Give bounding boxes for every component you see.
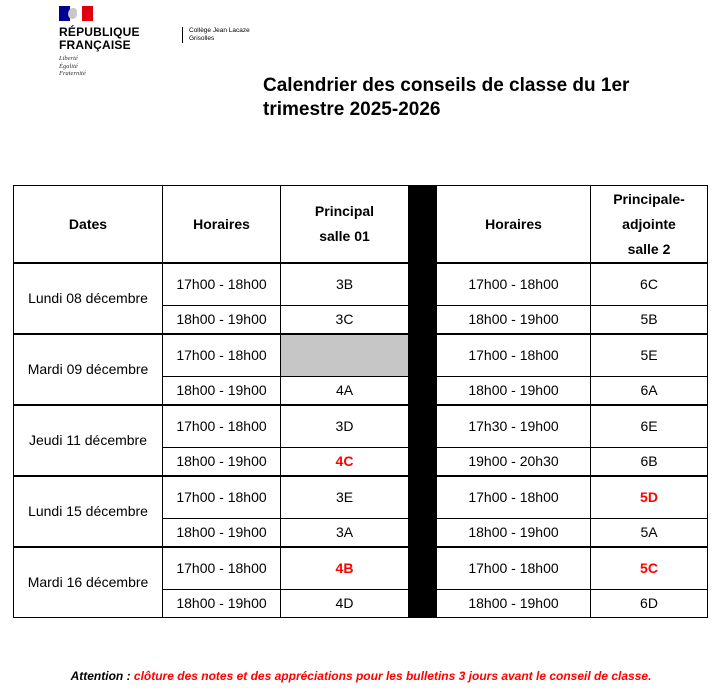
date-cell: Lundi 15 décembre [14,476,163,547]
time-cell: 17h30 - 19h00 [437,405,591,448]
time-cell: 18h00 - 19h00 [437,377,591,406]
time-cell: 18h00 - 19h00 [163,448,281,477]
class-cell: 5B [591,306,708,335]
empty-class-cell [281,334,409,377]
column-separator [409,334,437,405]
column-separator [409,547,437,618]
time-cell: 17h00 - 18h00 [163,334,281,377]
column-separator [409,186,437,264]
attention-text: clôture des notes et des appréciations pour les bulletins 3 jours avant le conseil de classe. [130,669,652,683]
time-cell: 17h00 - 18h00 [163,547,281,590]
header-principal: Principal salle 01 [281,186,409,264]
table-row [14,405,708,448]
marianne-flag-icon [59,6,93,21]
table-row [14,476,708,519]
time-cell: 18h00 - 19h00 [163,590,281,618]
time-cell: 18h00 - 19h00 [163,377,281,406]
time-cell: 18h00 - 19h00 [437,590,591,618]
council-calendar-table [13,185,708,618]
column-separator [409,263,437,334]
class-cell: 3C [281,306,409,335]
date-cell: Mardi 09 décembre [14,334,163,405]
republique-francaise-logo [59,6,179,78]
attention-note [0,669,722,683]
header-horaires-adjointe: Horaires [437,186,591,264]
class-cell: 3D [281,405,409,448]
table-header-row [14,186,708,264]
class-cell: 5A [591,519,708,548]
school-name: Collège Jean Lacaze Grisolles [182,27,250,43]
motto: Liberté Égalité Fraternité [59,55,86,77]
table-row [14,334,708,377]
class-cell: 6D [591,590,708,618]
class-cell: 3E [281,476,409,519]
date-cell: Lundi 08 décembre [14,263,163,334]
attention-label: Attention : [70,669,131,683]
time-cell: 17h00 - 18h00 [437,476,591,519]
time-cell: 18h00 - 19h00 [437,306,591,335]
time-cell: 19h00 - 20h30 [437,448,591,477]
table-row [14,547,708,590]
class-cell: 4D [281,590,409,618]
time-cell: 17h00 - 18h00 [163,263,281,306]
class-cell: 4A [281,377,409,406]
time-cell: 17h00 - 18h00 [163,405,281,448]
class-cell-highlighted: 4C [281,448,409,477]
header-principale-adjointe: Principale- adjointe salle 2 [591,186,708,264]
time-cell: 17h00 - 18h00 [437,547,591,590]
table-row [14,263,708,306]
class-cell-highlighted: 5C [591,547,708,590]
time-cell: 17h00 - 18h00 [163,476,281,519]
class-cell: 6E [591,405,708,448]
class-cell-highlighted: 5D [591,476,708,519]
date-cell: Mardi 16 décembre [14,547,163,618]
date-cell: Jeudi 11 décembre [14,405,163,476]
page-title: Calendrier des conseils de classe du 1er trimestre 2025-2026 [263,75,630,120]
header-dates: Dates [14,186,163,264]
column-separator [409,476,437,547]
class-cell: 6A [591,377,708,406]
time-cell: 18h00 - 19h00 [163,306,281,335]
column-separator [409,405,437,476]
time-cell: 17h00 - 18h00 [437,263,591,306]
time-cell: 18h00 - 19h00 [163,519,281,548]
class-cell: 6C [591,263,708,306]
class-cell-highlighted: 4B [281,547,409,590]
class-cell: 3A [281,519,409,548]
class-cell: 3B [281,263,409,306]
class-cell: 5E [591,334,708,377]
republique-francaise-wordmark: RÉPUBLIQUE FRANÇAISE [59,25,140,52]
class-cell: 6B [591,448,708,477]
header-horaires-principal: Horaires [163,186,281,264]
time-cell: 18h00 - 19h00 [437,519,591,548]
time-cell: 17h00 - 18h00 [437,334,591,377]
